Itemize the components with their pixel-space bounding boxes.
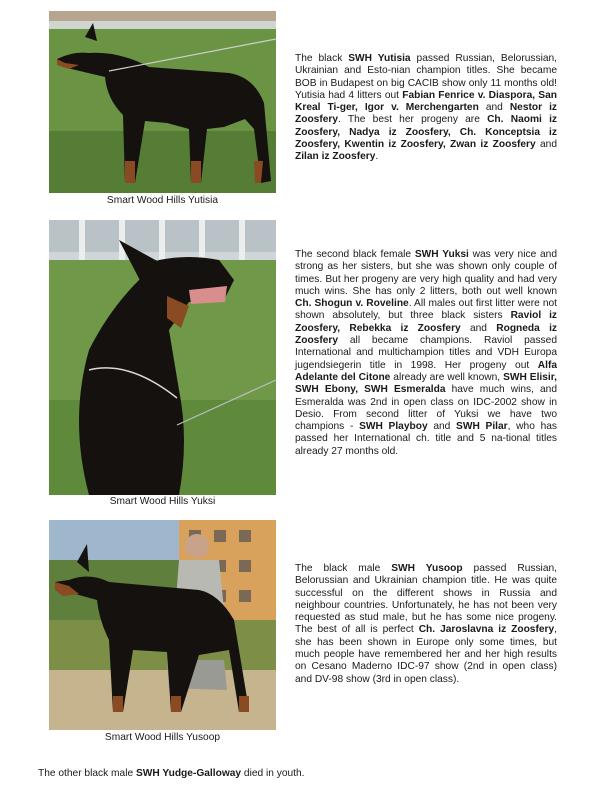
photo-caption: Smart Wood Hills Yutisia [106,195,219,206]
photo-yusoop [49,520,276,730]
bold-text-segment: SWH Playboy [359,421,428,433]
bold-text-segment: Zilan iz Zoosfery [295,151,376,163]
text-segment: The black male [295,563,392,574]
text-segment: , who has passed her International ch. title and 5 na-tional titles already 27 months old. [295,421,557,457]
entry-text-yuksi [295,249,557,458]
text-segment: passed Russian, Belorussian and Ukrainian champion title. He was quite successful on the different shows in Russia and neighbour countries. Unfortunately, he has not been very requested as stud male, but he has some nice progeny. The best of all is perfect [295,563,557,636]
text-segment: , she has been shown in Europe only some times, but much people have remembered her and her high results on Cesano Maderno IDC-97 show (2nd in open class) and DV-98 show (3rd in open class). [295,624,557,685]
text-segment: . The best her progeny are [338,114,488,126]
bold-text-segment: Fabian Fenrice v. Diaspora, San Kreal Ti-ger, Igor v. Merchengarten [295,89,557,114]
bold-text-segment: SWH Pilar [456,421,508,433]
bold-text-segment: SWH Elisir, SWH Ebony, SWH Esmeralda [295,371,557,396]
text-segment: already are well known, [390,371,504,383]
text-segment: and [535,139,558,151]
bold-text-segment: Raviol iz Zoosfery, Rebekka iz Zoosfery [295,310,558,334]
text-segment: was very nice and strong as her sisters, but she was shown only couple of times. But her progeny are very high quality and had very much wins. She has only 2 litters, both out well known [295,249,558,297]
bold-text-segment: Nestor iz Zoosfery [295,102,557,126]
bold-text-segment: Ch. Naomi iz Zoosfery, Nadya iz Zoosfery, Ch. Konceptsia iz Zoosfery, Kwentin iz Zoosfery, Zwan iz Zoosfery [295,114,557,151]
bold-text-segment: Ch. Shogun v. Roveline [295,298,409,310]
bold-text-segment: SWH Yuksi [414,249,469,260]
footer-suffix: died in youth. [241,768,305,779]
footer-dog-name: SWH Yudge-Galloway [135,768,242,779]
text-segment: . [375,151,379,163]
text-segment: all became champions. Raviol passed International and multichampion titles and VDH Europa jugendsiegerin title in 1998. Her progeny out [295,335,557,371]
photo-yutisia [49,11,276,193]
text-segment: The second black female [295,249,415,260]
text-segment: and [460,322,497,334]
text-segment: passed Russian, Belorussian, Ukrainian and Esto-nian champion titles. She became BOB in Budapest on big CACIB show only 11 months old! Yutisia had 4 litters out [295,53,557,101]
bold-text-segment: Alfa Adelante del Citone [295,359,557,383]
photo-yuksi [49,220,276,495]
footer-note [38,768,305,780]
bold-text-segment: Rogneda iz Zoosfery [295,322,557,347]
footer-prefix: The other black male [38,768,136,779]
bold-text-segment: Ch. Jaroslavna iz Zoosfery [418,624,555,636]
text-segment: and [478,102,510,114]
bold-text-segment: SWH Yusoop [391,563,463,574]
photo-caption: Smart Wood Hills Yusoop [104,732,221,743]
bold-text-segment: SWH Yutisia [348,53,411,64]
text-segment: and [427,421,457,433]
entry-text-yusoop [295,563,557,686]
text-segment: The black [295,53,349,64]
entry-text-yutisia [295,53,557,164]
photo-caption: Smart Wood Hills Yuksi [109,496,216,507]
text-segment: have much wins, and Esmeralda was 2nd in open class on IDC-2002 show in Desio. From second litter of Yuksi we have two champions - [295,384,557,433]
text-segment: . All males out first litter were not shown absolutely, but three black sisters [295,298,557,322]
